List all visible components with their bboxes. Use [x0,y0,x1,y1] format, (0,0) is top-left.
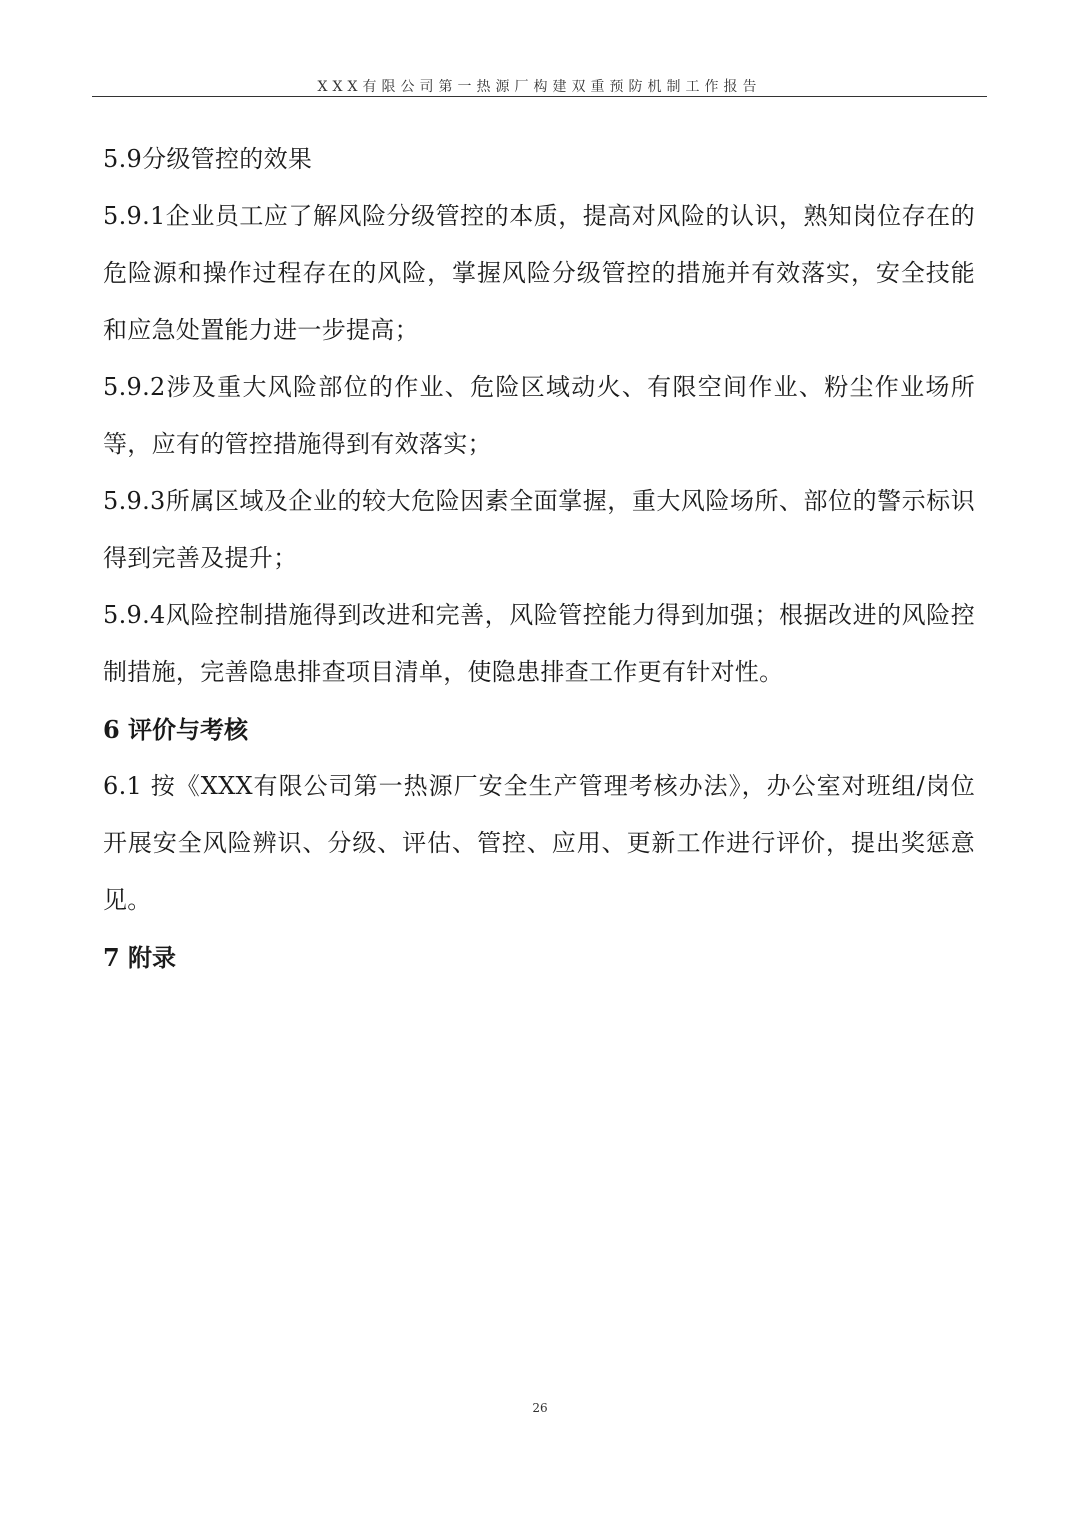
header-divider [92,96,987,97]
page-number: 26 [532,1401,548,1415]
paragraph-6-1: 6.1 按《XXX有限公司第一热源厂安全生产管理考核办法》，办公室对班组/岗位开展安全风险辨识、分级、评估、管控、应用、更新工作进行评价，提出奖惩意见。 [103,772,975,914]
running-header: XXX有限公司第一热源厂构建双重预防机制工作报告 [317,79,762,95]
paragraph-5-9-1: 5.9.1企业员工应了解风险分级管控的本质，提高对风险的认识，熟知岗位存在的危险源和操作过程存在的风险，掌握风险分级管控的措施并有效落实，安全技能和应急处置能力进一步提高； [103,202,975,344]
document-body [103,131,975,986]
section-6-heading: 6 评价与考核 [103,715,249,744]
paragraph-5-9-2: 5.9.2涉及重大风险部位的作业、危险区域动火、有限空间作业、粉尘作业场所等，应有的管控措施得到有效落实； [103,373,975,458]
paragraph-5-9-4: 5.9.4风险控制措施得到改进和完善，风险管控能力得到加强；根据改进的风险控制措施，完善隐患排查项目清单，使隐患排查工作更有针对性。 [103,601,975,686]
section-5-9-title: 5.9分级管控的效果 [103,145,313,173]
paragraph-5-9-3: 5.9.3所属区域及企业的较大危险因素全面掌握，重大风险场所、部位的警示标识得到完善及提升； [103,487,975,572]
section-7-heading: 7 附录 [103,943,177,972]
